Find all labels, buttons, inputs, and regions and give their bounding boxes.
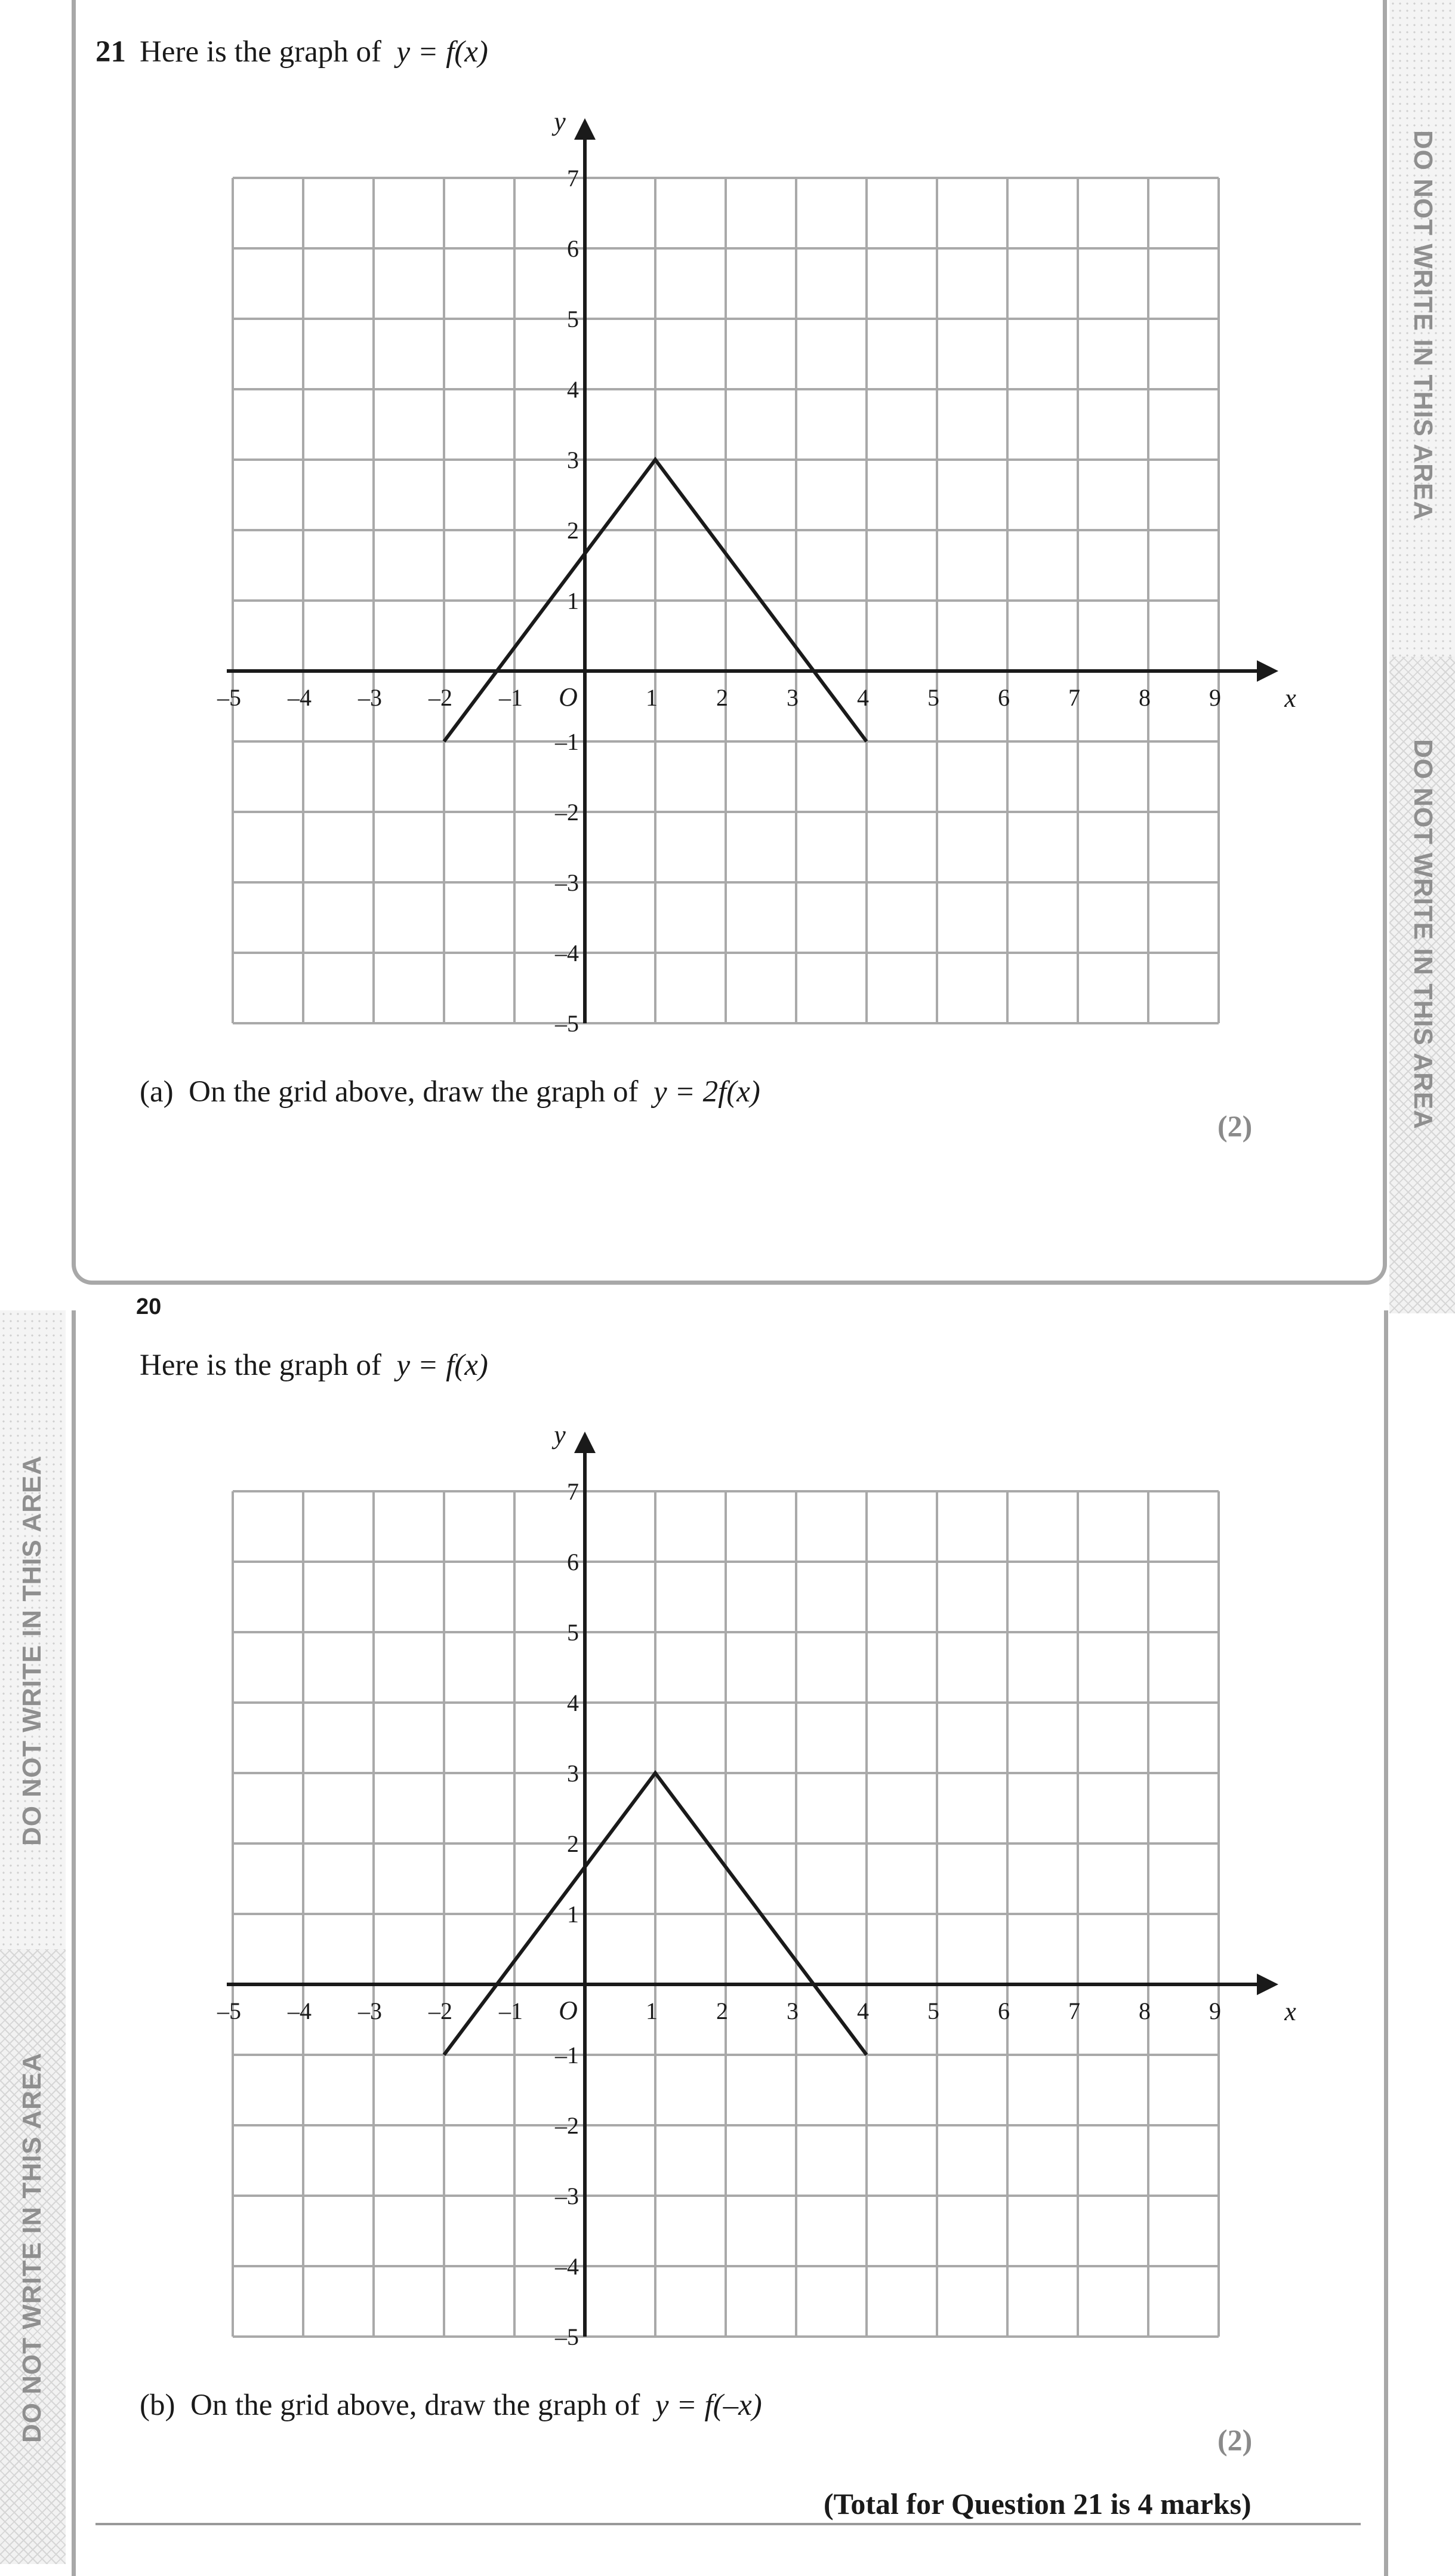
part-a-equation: y = 2f(x) — [653, 1075, 760, 1109]
graph-a-y-tick-label: 6 — [567, 235, 579, 262]
graph-a-x-tick-label: 4 — [857, 684, 869, 711]
graph-b-x-tick-label: 5 — [927, 1998, 939, 2024]
graph-b-y-tick-label: –1 — [555, 2042, 579, 2069]
graph-b-y-axis-label: y — [554, 1421, 566, 1449]
graph-a-y-tick-label: –3 — [555, 869, 579, 896]
graph-b-y-tick-label: –3 — [555, 2183, 579, 2209]
graph-a-x-tick-label: 3 — [787, 684, 799, 711]
graph-b-y-tick-label: –2 — [555, 2112, 579, 2139]
graph-a-y-tick-label: 2 — [567, 517, 579, 544]
graph-b-y-tick-label: 5 — [567, 1619, 579, 1646]
graph-b-x-tick-label: 7 — [1068, 1998, 1080, 2024]
graph-b-x-tick-label: 2 — [716, 1998, 728, 2024]
graph-a-y-axis-label: y — [554, 107, 566, 136]
graph-a-x-tick-label: –5 — [217, 684, 241, 711]
graph-a-y-tick-label: 3 — [567, 447, 579, 473]
question-intro-repeat-equation: y = f(x) — [396, 1349, 488, 1382]
graph-a-y-tick-label: 7 — [567, 165, 579, 192]
graph-a-origin-label: O — [559, 682, 578, 712]
graph-b-x-tick-label: –3 — [358, 1998, 382, 2024]
graph-a-x-tick-label: 6 — [998, 684, 1010, 711]
graph-a-x-tick-label: –3 — [358, 684, 382, 711]
graph-b-y-tick-label: 3 — [567, 1760, 579, 1787]
graph-a-x-axis-label: x — [1284, 684, 1296, 713]
margin-warning-right-2: DO NOT WRITE IN THIS AREA — [1408, 738, 1438, 1130]
question-intro-text: Here is the graph of — [140, 35, 382, 69]
part-b-label: (b) — [140, 2389, 175, 2422]
graph-a-y-tick-label: 5 — [567, 306, 579, 333]
question-intro-repeat — [140, 1348, 488, 1383]
graph-a-x-tick-label: 2 — [716, 684, 728, 711]
graph-b-origin-label: O — [559, 1996, 578, 2025]
graph-a-y-arrow — [574, 118, 596, 140]
graph-b-y-tick-label: 4 — [567, 1689, 579, 1716]
part-b-equation: y = f(–x) — [655, 2389, 762, 2422]
graph-b-x-tick-label: 3 — [787, 1998, 799, 2024]
graph-a-y-tick-label: 1 — [567, 587, 579, 614]
graph-b-y-tick-label: –4 — [555, 2253, 579, 2280]
part-a-question — [140, 1075, 760, 1109]
graph-a-x-tick-label: 8 — [1139, 684, 1151, 711]
margin-warning-left-1: DO NOT WRITE IN THIS AREA — [17, 1455, 47, 1846]
graph-a-y-tick-label: –5 — [555, 1010, 579, 1037]
graph-a-y-tick-label: –2 — [555, 799, 579, 826]
graph-b-y-tick-label: –5 — [555, 2323, 579, 2350]
graph-b-x-tick-label: –5 — [217, 1998, 241, 2024]
graph-b-svg — [203, 1421, 1307, 2364]
graph-b-x-axis-label: x — [1284, 1997, 1296, 2026]
graph-b-x-tick-label: –1 — [499, 1998, 523, 2024]
margin-warning-right-1: DO NOT WRITE IN THIS AREA — [1408, 130, 1438, 521]
question-intro-equation: y = f(x) — [396, 35, 488, 69]
graph-b-x-tick-label: –4 — [288, 1998, 312, 2024]
graph-b-y-tick-label: 1 — [567, 1901, 579, 1928]
graph-part-a — [203, 107, 1307, 1051]
graph-b-x-tick-label: 6 — [998, 1998, 1010, 2024]
part-a-marks: (2) — [1217, 1109, 1253, 1143]
graph-part-b — [203, 1421, 1307, 2364]
bottom-rule — [95, 2523, 1361, 2525]
page-number: 20 — [136, 1294, 162, 1319]
part-a-instruction: On the grid above, draw the graph of — [189, 1075, 639, 1109]
question-number: 21 — [95, 35, 126, 69]
graph-a-x-tick-label: –2 — [429, 684, 452, 711]
graph-b-x-tick-label: –2 — [429, 1998, 452, 2024]
graph-a-x-tick-label: 7 — [1068, 684, 1080, 711]
question-total: (Total for Question 21 is 4 marks) — [824, 2487, 1251, 2520]
graph-b-y-tick-label: 2 — [567, 1830, 579, 1857]
graph-a-x-tick-label: 5 — [927, 684, 939, 711]
graph-a-x-tick-label: 1 — [646, 684, 658, 711]
question-intro — [140, 35, 488, 69]
graph-a-x-arrow — [1257, 660, 1278, 682]
margin-warning-left-2: DO NOT WRITE IN THIS AREA — [17, 2052, 47, 2443]
graph-b-x-tick-label: 9 — [1209, 1998, 1221, 2024]
graph-b-x-tick-label: 8 — [1139, 1998, 1151, 2024]
part-b-instruction: On the grid above, draw the graph of — [190, 2389, 640, 2422]
graph-a-x-tick-label: –4 — [288, 684, 312, 711]
part-b-marks: (2) — [1217, 2423, 1253, 2457]
graph-a-x-tick-label: –1 — [499, 684, 523, 711]
graph-b-x-arrow — [1257, 1974, 1278, 1995]
graph-a-y-tick-label: –1 — [555, 728, 579, 755]
graph-b-x-tick-label: 4 — [857, 1998, 869, 2024]
graph-a-x-tick-label: 9 — [1209, 684, 1221, 711]
graph-b-y-tick-label: 6 — [567, 1549, 579, 1575]
part-a-label: (a) — [140, 1075, 174, 1109]
part-b-question — [140, 2388, 762, 2423]
graph-b-x-tick-label: 1 — [646, 1998, 658, 2024]
graph-a-svg — [203, 107, 1307, 1051]
graph-a-y-tick-label: 4 — [567, 376, 579, 403]
graph-b-y-arrow — [574, 1432, 596, 1453]
graph-b-y-tick-label: 7 — [567, 1478, 579, 1505]
question-intro-repeat-text: Here is the graph of — [140, 1349, 382, 1382]
graph-a-y-tick-label: –4 — [555, 940, 579, 967]
